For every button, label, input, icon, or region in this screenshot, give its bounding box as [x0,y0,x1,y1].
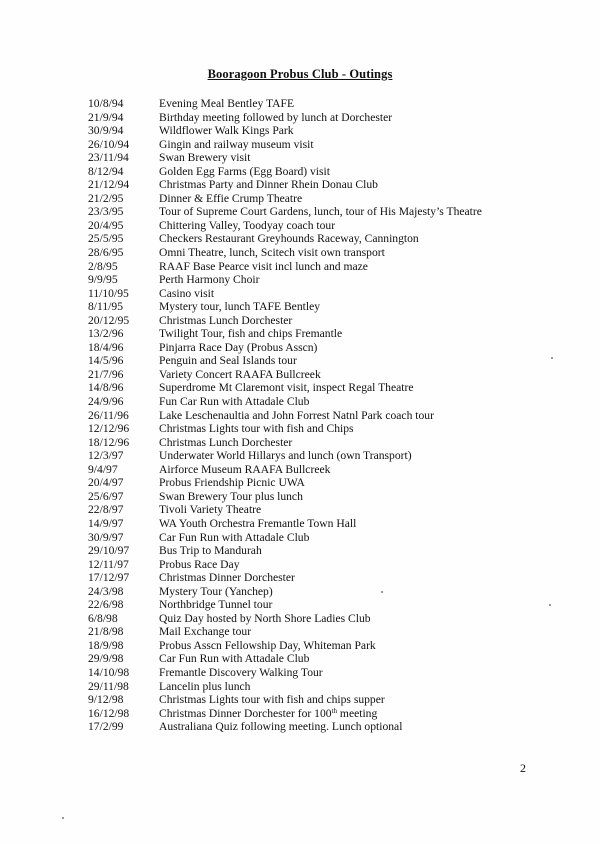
outing-description [159,422,354,436]
outing-description [159,232,419,246]
outing-date: 22/8/97 [88,503,124,517]
outing-description [159,111,392,125]
outing-description [159,178,378,192]
outing-description-text: Mail Exchange tour [159,625,252,639]
outing-description [159,97,294,111]
outing-row [88,409,528,423]
outing-description [159,666,323,680]
outing-description [159,503,261,517]
outing-description [159,652,309,666]
outing-row [88,287,528,301]
outing-description-text: Perth Harmony Choir [159,273,260,287]
outing-description-text: Fun Car Run with Attadale Club [159,395,310,409]
outing-description [159,260,368,274]
outing-date: 9/12/98 [88,693,124,707]
outing-description-text: Omni Theatre, lunch, Scitech visit own transport [159,246,385,260]
outing-description [159,625,251,639]
outing-date: 20/12/95 [88,313,130,327]
outing-description [159,544,262,558]
outing-date: 18/4/96 [88,340,124,354]
outing-row [88,381,528,395]
outing-row [88,720,528,734]
outing-description-text: Tivoli Variety Theatre [159,503,262,517]
outing-row [88,232,528,246]
outing-date: 24/9/96 [88,395,124,409]
outing-date: 28/6/95 [88,246,124,260]
outing-row [88,354,528,368]
outing-date: 12/3/97 [88,449,124,463]
outing-description-text: Swan Brewery visit [159,151,251,165]
outing-date: 21/9/94 [88,110,124,124]
outing-row [88,598,528,612]
outing-row [88,585,528,599]
outing-row [88,260,528,274]
outing-description-text: Australiana Quiz following meeting. Lunch optional [159,720,403,734]
outing-row [88,571,528,585]
outing-row [88,368,528,382]
outing-date: 24/3/98 [88,584,124,598]
outing-description-text: Northbridge Tunnel tour [159,598,273,612]
scan-speck [381,591,383,593]
outing-description-text: WA Youth Orchestra Fremantle Town Hall [159,516,357,530]
outing-date: 11/10/95 [88,286,129,300]
outing-row [88,111,528,125]
outing-date: 14/10/98 [88,665,130,679]
outing-row [88,503,528,517]
outing-date: 16/12/98 [88,706,130,720]
outing-date: 6/8/98 [88,611,118,625]
outing-date: 8/12/94 [88,164,124,178]
outing-date: 2/8/95 [88,259,118,273]
outing-date: 13/2/96 [88,327,124,341]
outing-date: 18/12/96 [88,435,130,449]
outing-row [88,178,528,192]
outing-date: 25/6/97 [88,489,124,503]
outing-description-text: Lancelin plus lunch [159,679,251,693]
outing-description-text: Christmas Dinner Dorchester [159,571,295,585]
outing-description-text: Probus Asscn Fellowship Day, Whiteman Park [159,638,376,652]
outing-description-text: Penguin and Seal Islands tour [159,354,297,368]
outing-description [159,124,294,138]
outing-row [88,273,528,287]
outing-row [88,517,528,531]
outing-row [88,124,528,138]
outing-description [159,354,297,368]
outing-date: 23/3/95 [88,205,124,219]
outing-date: 17/12/97 [88,571,130,585]
outing-row [88,652,528,666]
outing-description-text: Christmas Dinner Dorchester for 100 [159,706,332,720]
outing-description-text: Christmas Party and Dinner Rhein Donau Club [159,178,378,192]
outing-row [88,327,528,341]
outing-row [88,314,528,328]
outing-row [88,612,528,626]
outing-description-text: Mystery Tour (Yanchep) [159,584,273,598]
outing-description [159,598,272,612]
outing-description-text: Lake Leschenaultia and John Forrest Natnl Park coach tour [159,408,434,422]
outing-description [159,409,434,423]
outing-date: 30/9/97 [88,530,124,544]
outing-description [159,531,309,545]
outing-date: 21/8/98 [88,625,124,639]
outing-description-text: RAAF Base Pearce visit incl lunch and maze [159,259,368,273]
outing-date: 14/9/97 [88,516,124,530]
outing-description-text: Birthday meeting followed by lunch at Dorchester [159,110,393,124]
outing-description [159,205,482,219]
outing-description-text: Quiz Day hosted by North Shore Ladies Club [159,611,371,625]
outing-date: 17/2/99 [88,720,124,734]
outing-description [159,314,292,328]
outing-date: 21/2/95 [88,191,124,205]
outing-description [159,476,305,490]
outings-list [88,97,528,734]
outing-date: 21/7/96 [88,367,124,381]
outing-date: 21/12/94 [88,178,130,192]
outing-row [88,666,528,680]
outing-row [88,246,528,260]
outing-description-text: Car Fun Run with Attadale Club [159,530,310,544]
outing-row [88,639,528,653]
outing-description-text: Christmas Lunch Dorchester [159,313,293,327]
outing-description-text: Wildflower Walk Kings Park [159,124,294,138]
ordinal-suffix: th [331,706,338,715]
outing-description-text: Probus Friendship Picnic UWA [159,476,305,490]
outing-date: 20/4/95 [88,218,124,232]
outing-date: 18/9/98 [88,638,124,652]
outing-description [159,300,320,314]
outing-description [159,639,376,653]
outing-row [88,151,528,165]
outing-date: 29/11/98 [88,679,129,693]
outing-description [159,585,273,599]
outing-date: 26/10/94 [88,137,130,151]
outing-date: 12/11/97 [88,557,129,571]
outing-description-text: Fremantle Discovery Walking Tour [159,665,323,679]
outing-description-text: Car Fun Run with Attadale Club [159,652,310,666]
outing-date: 22/6/98 [88,598,124,612]
outing-row [88,165,528,179]
outing-row [88,138,528,152]
scan-speck [549,604,551,606]
outing-row [88,463,528,477]
scan-speck [551,357,553,359]
outing-description-text: Christmas Lights tour with fish and Chips [159,422,354,436]
outing-date: 26/11/96 [88,408,129,422]
outing-row [88,476,528,490]
outing-description-text: Dinner & Effie Crump Theatre [159,191,303,205]
outing-description-text: Swan Brewery Tour plus lunch [159,489,303,503]
outing-row [88,680,528,694]
outing-row [88,490,528,504]
outing-description [159,693,385,707]
outing-description [159,165,330,179]
outing-description-text: Pinjarra Race Day (Probus Asscn) [159,340,318,354]
outing-date: 10/8/94 [88,97,124,110]
outing-description-text: Tour of Supreme Court Gardens, lunch, tour of His Majesty’s Theatre [159,205,482,219]
outing-row [88,449,528,463]
outing-row [88,625,528,639]
outing-description [159,571,295,585]
outing-description-text: Superdrome Mt Claremont visit, inspect Regal Theatre [159,381,414,395]
outing-description-text: Checkers Restaurant Greyhounds Raceway, Cannington [159,232,419,246]
outing-description [159,490,303,504]
outing-description-text: Evening Meal Bentley TAFE [159,97,295,110]
outing-description-text: Christmas Lights tour with fish and chips supper [159,693,385,707]
outing-row [88,192,528,206]
outing-date: 29/9/98 [88,652,124,666]
page-number: 2 [520,761,526,775]
outing-row [88,531,528,545]
outing-description [159,138,314,152]
outing-description [159,449,412,463]
outing-description [159,395,309,409]
outing-row [88,707,528,721]
outing-date: 14/5/96 [88,354,124,368]
outing-description [159,192,302,206]
outing-description [159,612,371,626]
outing-date: 23/11/94 [88,151,129,165]
outing-row [88,436,528,450]
outing-description-suffix: meeting [337,706,378,720]
outing-row [88,693,528,707]
outing-description [159,246,385,260]
outing-description [159,558,240,572]
outing-description-text: Gingin and railway museum visit [159,137,314,151]
outing-description [159,517,356,531]
outing-description [159,707,377,721]
outing-description [159,680,250,694]
outing-row [88,205,528,219]
outing-row [88,544,528,558]
outing-description [159,341,317,355]
outing-date: 8/11/95 [88,300,123,314]
outing-row [88,300,528,314]
outing-description-text: Mystery tour, lunch TAFE Bentley [159,300,321,314]
outing-description [159,436,292,450]
outing-description-text: Casino visit [159,286,215,300]
outing-description-text: Christmas Lunch Dorchester [159,435,293,449]
outing-date: 9/9/95 [88,273,118,287]
outing-date: 12/12/96 [88,422,130,436]
outing-date: 30/9/94 [88,124,124,138]
outing-row [88,219,528,233]
outing-description-text: Underwater World Hillarys and lunch (own Transport) [159,449,412,463]
outing-row [88,97,528,111]
outing-date: 14/8/96 [88,381,124,395]
outing-description [159,327,342,341]
outing-description-text: Twilight Tour, fish and chips Fremantle [159,327,343,341]
outing-description [159,368,321,382]
outing-date: 25/5/95 [88,232,124,246]
outing-description [159,219,335,233]
outing-description-text: Chittering Valley, Toodyay coach tour [159,218,336,232]
outing-description [159,151,250,165]
scan-speck [62,817,64,819]
outing-date: 29/10/97 [88,544,130,558]
outing-description-text: Airforce Museum RAAFA Bullcreek [159,462,331,476]
outing-description-text: Probus Race Day [159,557,240,571]
outing-date: 9/4/97 [88,462,118,476]
outing-description-text: Variety Concert RAAFA Bullcreek [159,367,321,381]
outing-description-text: Bus Trip to Mandurah [159,544,262,558]
outing-description [159,463,330,477]
outing-description-text: Golden Egg Farms (Egg Board) visit [159,164,330,178]
outing-date: 20/4/97 [88,476,124,490]
outing-description [159,273,259,287]
outing-row [88,422,528,436]
outing-description [159,720,402,734]
outing-description [159,381,413,395]
outing-description [159,287,214,301]
outing-row [88,341,528,355]
page-title: Booragoon Probus Club - Outings [207,67,393,81]
outing-row [88,558,528,572]
outing-row [88,395,528,409]
